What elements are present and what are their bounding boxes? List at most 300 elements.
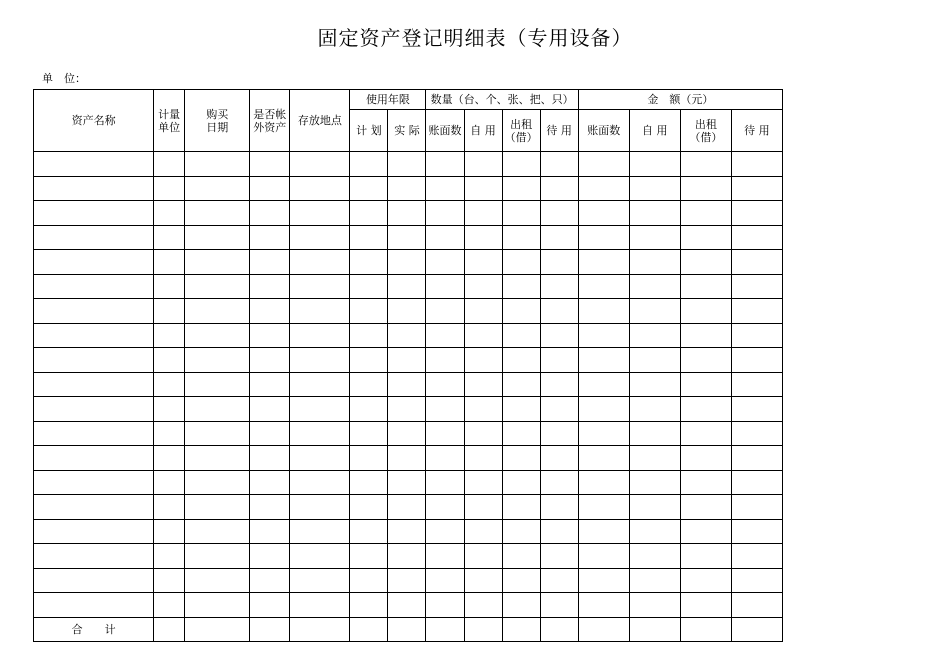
table-cell[interactable] — [154, 372, 185, 397]
table-cell[interactable] — [388, 152, 426, 177]
table-cell[interactable] — [350, 470, 388, 495]
table-cell[interactable] — [464, 495, 502, 520]
table-cell[interactable] — [350, 593, 388, 618]
table-cell[interactable] — [426, 470, 464, 495]
table-cell[interactable] — [540, 348, 578, 373]
table-cell[interactable] — [578, 274, 629, 299]
table-cell[interactable] — [502, 421, 540, 446]
table-cell[interactable] — [34, 421, 154, 446]
table-cell[interactable] — [578, 152, 629, 177]
table-cell[interactable] — [185, 593, 250, 618]
table-cell[interactable] — [629, 519, 680, 544]
table-cell[interactable] — [629, 176, 680, 201]
table-cell[interactable] — [154, 250, 185, 275]
table-cell[interactable] — [578, 397, 629, 422]
table-cell[interactable] — [464, 372, 502, 397]
table-cell[interactable] — [540, 201, 578, 226]
table-cell[interactable] — [731, 470, 782, 495]
table-cell[interactable] — [426, 495, 464, 520]
table-cell[interactable] — [350, 274, 388, 299]
table-cell[interactable] — [290, 152, 350, 177]
table-cell[interactable] — [540, 299, 578, 324]
table-cell[interactable] — [350, 201, 388, 226]
table-cell[interactable] — [154, 470, 185, 495]
table-cell[interactable] — [680, 250, 731, 275]
table-cell[interactable] — [502, 348, 540, 373]
table-cell[interactable] — [540, 274, 578, 299]
table-cell[interactable] — [185, 495, 250, 520]
table-cell[interactable] — [426, 176, 464, 201]
table-cell[interactable] — [350, 568, 388, 593]
table-cell[interactable] — [502, 519, 540, 544]
table-cell[interactable] — [502, 250, 540, 275]
table-cell[interactable] — [290, 568, 350, 593]
table-cell[interactable] — [502, 323, 540, 348]
total-cell[interactable] — [388, 617, 426, 642]
table-cell[interactable] — [629, 397, 680, 422]
table-cell[interactable] — [250, 299, 290, 324]
table-cell[interactable] — [540, 519, 578, 544]
table-cell[interactable] — [731, 544, 782, 569]
table-cell[interactable] — [154, 323, 185, 348]
table-cell[interactable] — [731, 323, 782, 348]
table-cell[interactable] — [502, 446, 540, 471]
table-cell[interactable] — [185, 446, 250, 471]
table-cell[interactable] — [250, 446, 290, 471]
table-cell[interactable] — [540, 421, 578, 446]
table-cell[interactable] — [290, 201, 350, 226]
table-cell[interactable] — [34, 397, 154, 422]
table-row — [34, 201, 783, 226]
table-cell[interactable] — [350, 225, 388, 250]
table-cell[interactable] — [154, 446, 185, 471]
table-cell[interactable] — [540, 372, 578, 397]
table-cell[interactable] — [464, 348, 502, 373]
table-cell[interactable] — [154, 152, 185, 177]
table-cell[interactable] — [290, 446, 350, 471]
table-cell[interactable] — [154, 201, 185, 226]
table-cell[interactable] — [578, 225, 629, 250]
table-cell[interactable] — [388, 421, 426, 446]
table-cell[interactable] — [34, 250, 154, 275]
total-cell[interactable] — [250, 617, 290, 642]
table-cell[interactable] — [388, 446, 426, 471]
table-cell[interactable] — [680, 372, 731, 397]
table-cell[interactable] — [388, 176, 426, 201]
table-cell[interactable] — [680, 152, 731, 177]
table-cell[interactable] — [629, 544, 680, 569]
table-cell[interactable] — [680, 299, 731, 324]
table-cell[interactable] — [290, 274, 350, 299]
table-cell[interactable] — [290, 250, 350, 275]
table-cell[interactable] — [154, 225, 185, 250]
table-cell[interactable] — [629, 446, 680, 471]
table-cell[interactable] — [680, 568, 731, 593]
table-cell[interactable] — [426, 348, 464, 373]
table-cell[interactable] — [250, 225, 290, 250]
table-cell[interactable] — [502, 544, 540, 569]
table-cell[interactable] — [350, 299, 388, 324]
table-cell[interactable] — [250, 176, 290, 201]
table-cell[interactable] — [350, 372, 388, 397]
table-cell[interactable] — [540, 593, 578, 618]
table-cell[interactable] — [154, 568, 185, 593]
table-cell[interactable] — [250, 274, 290, 299]
table-cell[interactable] — [34, 348, 154, 373]
table-cell[interactable] — [185, 568, 250, 593]
table-cell[interactable] — [464, 225, 502, 250]
table-cell[interactable] — [578, 176, 629, 201]
table-cell[interactable] — [350, 421, 388, 446]
total-cell[interactable] — [502, 617, 540, 642]
table-cell[interactable] — [502, 152, 540, 177]
table-cell[interactable] — [426, 446, 464, 471]
table-cell[interactable] — [34, 274, 154, 299]
table-cell[interactable] — [185, 421, 250, 446]
table-cell[interactable] — [578, 568, 629, 593]
table-cell[interactable] — [185, 348, 250, 373]
table-cell[interactable] — [426, 397, 464, 422]
table-cell[interactable] — [426, 519, 464, 544]
table-cell[interactable] — [34, 152, 154, 177]
table-cell[interactable] — [464, 421, 502, 446]
table-cell[interactable] — [290, 544, 350, 569]
table-cell[interactable] — [464, 176, 502, 201]
table-cell[interactable] — [185, 372, 250, 397]
table-cell[interactable] — [680, 274, 731, 299]
table-cell[interactable] — [464, 250, 502, 275]
table-cell[interactable] — [629, 495, 680, 520]
table-cell[interactable] — [629, 152, 680, 177]
table-cell[interactable] — [350, 323, 388, 348]
table-cell[interactable] — [629, 299, 680, 324]
table-cell[interactable] — [290, 176, 350, 201]
table-cell[interactable] — [629, 250, 680, 275]
table-cell[interactable] — [731, 495, 782, 520]
table-cell[interactable] — [290, 593, 350, 618]
table-cell[interactable] — [540, 470, 578, 495]
table-cell[interactable] — [540, 446, 578, 471]
table-cell[interactable] — [680, 446, 731, 471]
table-cell[interactable] — [680, 519, 731, 544]
table-cell[interactable] — [680, 176, 731, 201]
table-cell[interactable] — [464, 519, 502, 544]
table-cell[interactable] — [578, 519, 629, 544]
table-cell[interactable] — [388, 519, 426, 544]
table-cell[interactable] — [34, 446, 154, 471]
table-cell[interactable] — [464, 323, 502, 348]
table-cell[interactable] — [578, 593, 629, 618]
table-cell[interactable] — [502, 372, 540, 397]
table-cell[interactable] — [629, 568, 680, 593]
table-cell[interactable] — [629, 372, 680, 397]
table-cell[interactable] — [426, 299, 464, 324]
table-cell[interactable] — [680, 201, 731, 226]
table-cell[interactable] — [290, 323, 350, 348]
table-cell[interactable] — [464, 470, 502, 495]
table-cell[interactable] — [731, 225, 782, 250]
table-cell[interactable] — [388, 348, 426, 373]
table-cell[interactable] — [290, 421, 350, 446]
table-cell[interactable] — [426, 250, 464, 275]
table-cell[interactable] — [290, 495, 350, 520]
total-cell[interactable] — [290, 617, 350, 642]
table-cell[interactable] — [731, 152, 782, 177]
table-cell[interactable] — [540, 495, 578, 520]
table-cell[interactable] — [250, 470, 290, 495]
total-cell[interactable] — [578, 617, 629, 642]
table-cell[interactable] — [731, 348, 782, 373]
table-cell[interactable] — [680, 348, 731, 373]
table-cell[interactable] — [185, 152, 250, 177]
table-cell[interactable] — [250, 593, 290, 618]
table-cell[interactable] — [350, 348, 388, 373]
table-cell[interactable] — [464, 397, 502, 422]
table-cell[interactable] — [185, 274, 250, 299]
total-cell[interactable] — [464, 617, 502, 642]
total-cell[interactable] — [154, 617, 185, 642]
table-cell[interactable] — [426, 274, 464, 299]
table-cell[interactable] — [350, 250, 388, 275]
table-cell[interactable] — [34, 593, 154, 618]
table-cell[interactable] — [629, 201, 680, 226]
table-cell[interactable] — [154, 176, 185, 201]
table-cell[interactable] — [578, 421, 629, 446]
table-cell[interactable] — [426, 568, 464, 593]
table-cell[interactable] — [154, 519, 185, 544]
table-cell[interactable] — [250, 348, 290, 373]
table-cell[interactable] — [250, 250, 290, 275]
table-cell[interactable] — [731, 176, 782, 201]
table-cell[interactable] — [154, 495, 185, 520]
table-cell[interactable] — [290, 470, 350, 495]
table-cell[interactable] — [464, 544, 502, 569]
table-cell[interactable] — [250, 372, 290, 397]
total-cell[interactable] — [629, 617, 680, 642]
table-cell[interactable] — [388, 250, 426, 275]
table-cell[interactable] — [464, 593, 502, 618]
table-cell[interactable] — [426, 544, 464, 569]
table-cell[interactable] — [502, 470, 540, 495]
table-cell[interactable] — [629, 225, 680, 250]
table-cell[interactable] — [540, 544, 578, 569]
table-cell[interactable] — [578, 470, 629, 495]
table-cell[interactable] — [578, 250, 629, 275]
table-cell[interactable] — [731, 299, 782, 324]
table-cell[interactable] — [185, 176, 250, 201]
table-cell[interactable] — [290, 372, 350, 397]
table-cell[interactable] — [426, 152, 464, 177]
table-cell[interactable] — [250, 519, 290, 544]
table-cell[interactable] — [629, 348, 680, 373]
table-cell[interactable] — [426, 593, 464, 618]
table-cell[interactable] — [540, 323, 578, 348]
table-cell[interactable] — [34, 470, 154, 495]
table-cell[interactable] — [34, 201, 154, 226]
table-cell[interactable] — [250, 568, 290, 593]
table-cell[interactable] — [680, 323, 731, 348]
table-cell[interactable] — [388, 544, 426, 569]
table-cell[interactable] — [250, 152, 290, 177]
table-cell[interactable] — [350, 519, 388, 544]
table-cell[interactable] — [502, 274, 540, 299]
table-cell[interactable] — [629, 323, 680, 348]
table-cell[interactable] — [629, 274, 680, 299]
table-cell[interactable] — [578, 323, 629, 348]
table-cell[interactable] — [34, 495, 154, 520]
table-cell[interactable] — [388, 470, 426, 495]
table-cell[interactable] — [680, 544, 731, 569]
table-cell[interactable] — [388, 299, 426, 324]
total-cell[interactable] — [680, 617, 731, 642]
table-cell[interactable] — [731, 593, 782, 618]
table-cell[interactable] — [578, 372, 629, 397]
table-cell[interactable] — [290, 348, 350, 373]
table-cell[interactable] — [502, 495, 540, 520]
table-cell[interactable] — [578, 299, 629, 324]
table-cell[interactable] — [250, 323, 290, 348]
table-cell[interactable] — [502, 225, 540, 250]
table-cell[interactable] — [185, 323, 250, 348]
table-cell[interactable] — [680, 225, 731, 250]
table-cell[interactable] — [578, 201, 629, 226]
table-cell[interactable] — [464, 152, 502, 177]
table-cell[interactable] — [154, 274, 185, 299]
table-cell[interactable] — [502, 299, 540, 324]
table-cell[interactable] — [731, 519, 782, 544]
table-cell[interactable] — [464, 568, 502, 593]
table-cell[interactable] — [388, 323, 426, 348]
table-cell[interactable] — [388, 495, 426, 520]
table-cell[interactable] — [154, 348, 185, 373]
table-cell[interactable] — [290, 299, 350, 324]
table-cell[interactable] — [540, 397, 578, 422]
table-cell[interactable] — [540, 152, 578, 177]
table-cell[interactable] — [578, 348, 629, 373]
table-cell[interactable] — [34, 372, 154, 397]
table-cell[interactable] — [388, 397, 426, 422]
table-cell[interactable] — [680, 397, 731, 422]
table-cell[interactable] — [502, 176, 540, 201]
table-cell[interactable] — [426, 323, 464, 348]
table-cell[interactable] — [250, 495, 290, 520]
table-cell[interactable] — [731, 372, 782, 397]
table-cell[interactable] — [388, 274, 426, 299]
table-cell[interactable] — [185, 519, 250, 544]
table-cell[interactable] — [426, 225, 464, 250]
table-cell[interactable] — [34, 323, 154, 348]
table-cell[interactable] — [185, 250, 250, 275]
table-cell[interactable] — [540, 225, 578, 250]
table-cell[interactable] — [34, 299, 154, 324]
table-cell[interactable] — [34, 225, 154, 250]
table-cell[interactable] — [34, 544, 154, 569]
table-cell[interactable] — [154, 397, 185, 422]
table-cell[interactable] — [464, 446, 502, 471]
table-cell[interactable] — [426, 372, 464, 397]
total-cell[interactable] — [185, 617, 250, 642]
table-cell[interactable] — [680, 593, 731, 618]
table-cell[interactable] — [731, 397, 782, 422]
table-cell[interactable] — [154, 421, 185, 446]
table-cell[interactable] — [731, 274, 782, 299]
table-cell[interactable] — [731, 421, 782, 446]
table-cell[interactable] — [290, 519, 350, 544]
table-cell[interactable] — [185, 299, 250, 324]
table-cell[interactable] — [34, 519, 154, 544]
table-cell[interactable] — [350, 397, 388, 422]
table-cell[interactable] — [154, 544, 185, 569]
table-cell[interactable] — [350, 544, 388, 569]
table-cell[interactable] — [629, 470, 680, 495]
table-cell[interactable] — [388, 201, 426, 226]
table-cell[interactable] — [34, 176, 154, 201]
table-cell[interactable] — [540, 250, 578, 275]
total-cell[interactable] — [540, 617, 578, 642]
table-cell[interactable] — [154, 299, 185, 324]
table-cell[interactable] — [426, 421, 464, 446]
table-cell[interactable] — [629, 421, 680, 446]
table-cell[interactable] — [464, 274, 502, 299]
table-cell[interactable] — [731, 568, 782, 593]
table-cell[interactable] — [185, 470, 250, 495]
table-cell[interactable] — [185, 397, 250, 422]
total-cell[interactable] — [350, 617, 388, 642]
table-cell[interactable] — [388, 568, 426, 593]
table-cell[interactable] — [731, 446, 782, 471]
table-cell[interactable] — [388, 372, 426, 397]
table-cell[interactable] — [680, 421, 731, 446]
table-cell[interactable] — [350, 176, 388, 201]
table-cell[interactable] — [250, 421, 290, 446]
table-cell[interactable] — [578, 446, 629, 471]
table-cell[interactable] — [350, 152, 388, 177]
table-cell[interactable] — [250, 201, 290, 226]
table-cell[interactable] — [185, 225, 250, 250]
table-cell[interactable] — [250, 397, 290, 422]
table-cell[interactable] — [388, 593, 426, 618]
table-cell[interactable] — [731, 201, 782, 226]
table-cell[interactable] — [426, 201, 464, 226]
total-cell[interactable] — [426, 617, 464, 642]
table-cell[interactable] — [540, 176, 578, 201]
table-cell[interactable] — [350, 446, 388, 471]
table-cell[interactable] — [350, 495, 388, 520]
table-cell[interactable] — [34, 568, 154, 593]
table-cell[interactable] — [388, 225, 426, 250]
table-cell[interactable] — [290, 225, 350, 250]
total-cell[interactable] — [731, 617, 782, 642]
table-cell[interactable] — [502, 201, 540, 226]
table-cell[interactable] — [502, 593, 540, 618]
table-cell[interactable] — [154, 593, 185, 618]
table-cell[interactable] — [250, 544, 290, 569]
table-cell[interactable] — [680, 495, 731, 520]
table-cell[interactable] — [629, 593, 680, 618]
table-cell[interactable] — [185, 201, 250, 226]
table-cell[interactable] — [680, 470, 731, 495]
table-cell[interactable] — [464, 201, 502, 226]
table-cell[interactable] — [578, 544, 629, 569]
table-cell[interactable] — [290, 397, 350, 422]
table-cell[interactable] — [185, 544, 250, 569]
table-cell[interactable] — [578, 495, 629, 520]
table-cell[interactable] — [731, 250, 782, 275]
table-cell[interactable] — [464, 299, 502, 324]
table-cell[interactable] — [502, 397, 540, 422]
table-cell[interactable] — [540, 568, 578, 593]
table-cell[interactable] — [502, 568, 540, 593]
